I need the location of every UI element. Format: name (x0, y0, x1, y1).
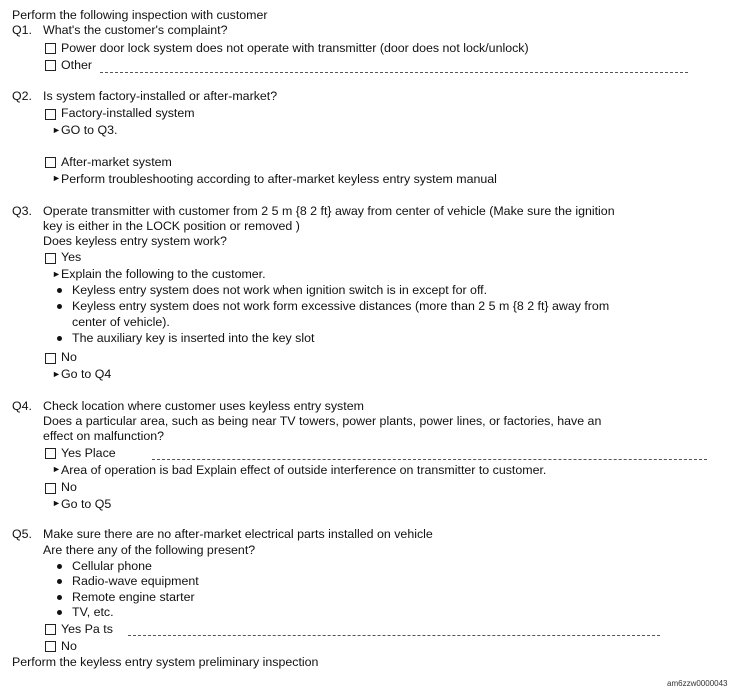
q5-line1: Make sure there are no after-market electrical parts installed on vehicle (43, 527, 433, 541)
q5-line2: Are there any of the following present? (43, 543, 256, 557)
outro-text: Perform the keyless entry system preliminary inspection (12, 655, 319, 669)
q5-item-bullet-1 (57, 564, 62, 569)
q3-yes-checkbox[interactable] (45, 253, 56, 264)
q4-place-blank-line[interactable] (152, 459, 707, 460)
q2-option1-action: GO to Q3. (61, 123, 118, 137)
figure-id: am6zzw0000043 (667, 679, 728, 688)
q3-yes-action: Explain the following to the customer. (61, 267, 266, 281)
q5-yes-checkbox[interactable] (45, 624, 56, 635)
q2-option1-arrow-icon: ► (52, 125, 61, 135)
q4-number: Q4. (12, 399, 32, 413)
q3-no-checkbox[interactable] (45, 353, 56, 364)
q3-line3: Does keyless entry system work? (43, 234, 227, 248)
q3-bullet-1-text: Keyless entry system does not work when ignition switch is in except for off. (72, 283, 488, 297)
q4-yes-action: Area of operation is bad Explain effect of outside interference on transmitter to customer. (61, 463, 547, 477)
q3-line2: key is either in the LOCK position or removed ) (43, 219, 300, 233)
q1-number: Q1. (12, 23, 32, 37)
q2-number: Q2. (12, 89, 32, 103)
q2-option2-arrow-icon: ► (52, 173, 61, 183)
q5-parts-blank-line[interactable] (128, 635, 660, 636)
intro-text: Perform the following inspection with customer (12, 8, 268, 22)
q5-item-bullet-4 (57, 610, 62, 615)
q2-option1-checkbox[interactable] (45, 109, 56, 120)
q5-item-4: TV, etc. (72, 605, 114, 619)
q4-no-action: Go to Q5 (61, 497, 112, 511)
q1-option2-label: Other (61, 58, 92, 72)
q5-no-label: No (61, 639, 77, 653)
q2-option2-action: Perform troubleshooting according to after-market keyless entry system manual (61, 172, 497, 186)
q1-other-blank-line[interactable] (100, 72, 688, 73)
q4-yes-arrow-icon: ► (52, 464, 61, 474)
q2-option2-label: After-market system (61, 155, 172, 169)
q1-option2-checkbox[interactable] (45, 60, 56, 71)
q3-bullet-2-line1: Keyless entry system does not work form excessive distances (more than 2 5 m {8 2 ft} away from (72, 299, 610, 313)
q3-yes-arrow-icon: ► (52, 269, 61, 279)
q4-line2: Does a particular area, such as being near TV towers, power plants, power lines, or factories, have an (43, 414, 602, 428)
q3-bullet-3 (57, 336, 62, 341)
q5-item-2: Radio-wave equipment (72, 574, 199, 588)
q3-no-label: No (61, 350, 77, 364)
q5-item-bullet-3 (57, 595, 62, 600)
q4-yes-label: Yes Place (61, 446, 116, 460)
q3-yes-label: Yes (61, 250, 82, 264)
q5-number: Q5. (12, 527, 32, 541)
q5-yes-label: Yes Pa ts (61, 622, 113, 636)
q1-option1-label: Power door lock system does not operate with transmitter (door does not lock/unlock) (61, 41, 529, 55)
q3-bullet-2 (57, 304, 62, 309)
q3-bullet-2-line2: center of vehicle). (72, 315, 170, 329)
q2-question: Is system factory-installed or after-market? (43, 89, 278, 103)
q1-option1-checkbox[interactable] (45, 43, 56, 54)
q4-no-arrow-icon: ► (52, 498, 61, 508)
q5-no-checkbox[interactable] (45, 641, 56, 652)
q1-question: What's the customer's complaint? (43, 23, 228, 37)
q4-no-label: No (61, 480, 77, 494)
q2-option1-label: Factory-installed system (61, 106, 195, 120)
q3-line1: Operate transmitter with customer from 2 5 m {8 2 ft} away from center of vehicle (Make sure the ignition (43, 204, 615, 218)
q3-bullet-3-text: The auxiliary key is inserted into the key slot (72, 331, 315, 345)
q3-number: Q3. (12, 204, 32, 218)
q5-item-bullet-2 (57, 579, 62, 584)
q3-no-arrow-icon: ► (52, 369, 61, 379)
q4-no-checkbox[interactable] (45, 483, 56, 494)
q4-line1: Check location where customer uses keyless entry system (43, 399, 364, 413)
q2-option2-checkbox[interactable] (45, 157, 56, 168)
q5-item-1: Cellular phone (72, 559, 152, 573)
q3-bullet-1 (57, 288, 62, 293)
q3-no-action: Go to Q4 (61, 367, 112, 381)
q4-line3: effect on malfunction? (43, 429, 165, 443)
q4-yes-checkbox[interactable] (45, 448, 56, 459)
q5-item-3: Remote engine starter (72, 590, 195, 604)
